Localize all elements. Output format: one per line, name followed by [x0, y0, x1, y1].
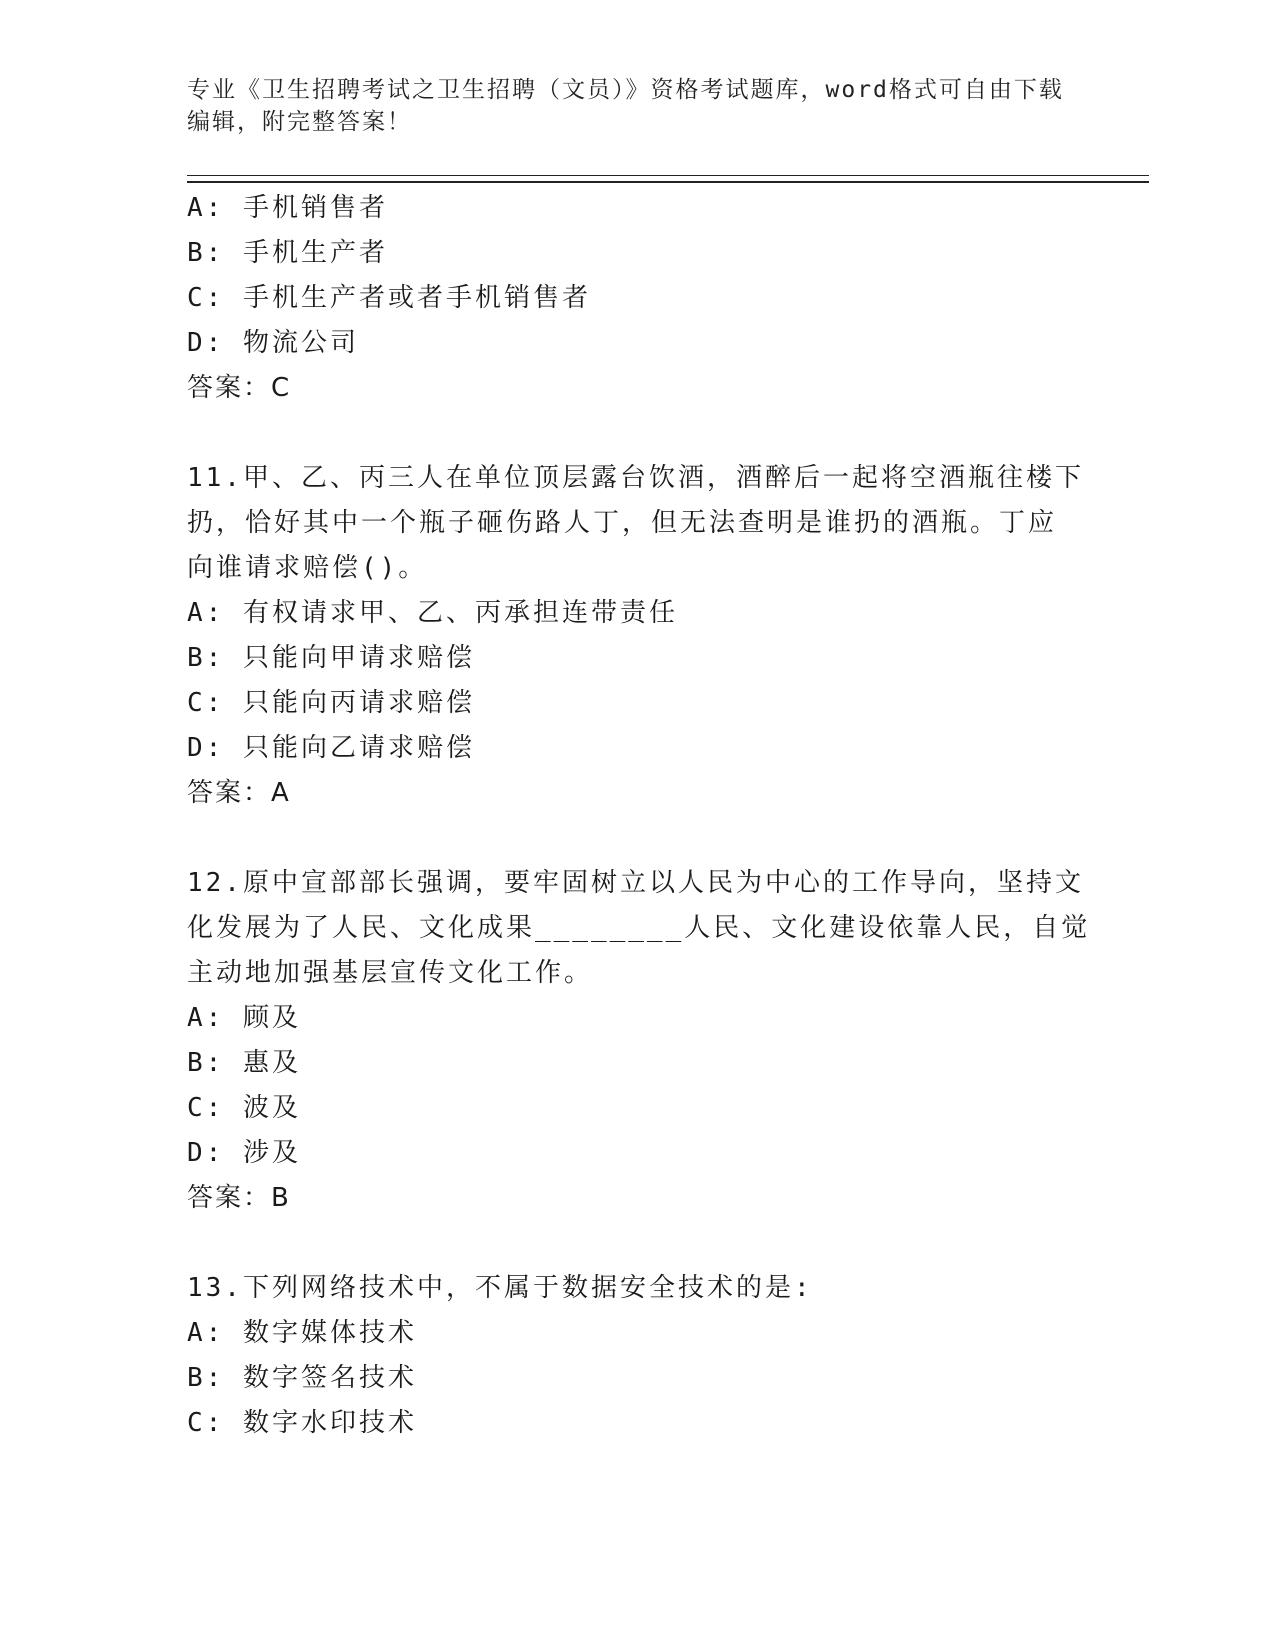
q12-stem-line-1: 12.原中宣部部长强调，要牢固树立以人民为中心的工作导向，坚持文 [187, 868, 1084, 898]
q12-option-b: B: 惠及 [187, 1048, 301, 1078]
q11-option-c: C: 只能向丙请求赔偿 [187, 688, 475, 718]
q10-option-b: B: 手机生产者 [187, 238, 388, 268]
document-header [187, 74, 1077, 138]
q12-stem-line-3: 主动地加强基层宣传文化工作。 [187, 958, 594, 988]
q11-answer: 答案：A [187, 778, 291, 808]
q12-option-d: D: 涉及 [187, 1138, 301, 1168]
q11-option-b: B: 只能向甲请求赔偿 [187, 643, 475, 673]
header-line-1: 专业《卫生招聘考试之卫生招聘（文员）》资格考试题库，word格式可自由下载 [187, 77, 1064, 103]
q12-option-a: A: 顾及 [187, 1003, 301, 1033]
header-rule-thin [187, 175, 1149, 176]
q11-stem-line-1: 11.甲、乙、丙三人在单位顶层露台饮酒，酒醉后一起将空酒瓶往楼下 [187, 463, 1084, 493]
q10-option-a: A: 手机销售者 [187, 193, 388, 223]
header-rule-thick [187, 181, 1149, 183]
q12-option-c: C: 波及 [187, 1093, 301, 1123]
q12-stem-line-2: 化发展为了人民、文化成果________人民、文化建设依靠人民，自觉 [187, 913, 1091, 943]
q11-stem-line-3: 向谁请求赔偿()。 [187, 553, 428, 583]
header-line-2: 编辑，附完整答案！ [187, 109, 412, 135]
q11-option-d: D: 只能向乙请求赔偿 [187, 733, 475, 763]
q10-option-d: D: 物流公司 [187, 328, 359, 358]
q13-option-b: B: 数字签名技术 [187, 1363, 417, 1393]
q11-stem-line-2: 扔，恰好其中一个瓶子砸伤路人丁，但无法查明是谁扔的酒瓶。丁应 [187, 508, 1058, 538]
q13-option-a: A: 数字媒体技术 [187, 1318, 417, 1348]
q11-option-a: A: 有权请求甲、乙、丙承担连带责任 [187, 598, 678, 628]
q12-answer: 答案：B [187, 1183, 291, 1213]
q10-option-c: C: 手机生产者或者手机销售者 [187, 283, 591, 313]
q13-stem-line-1: 13.下列网络技术中，不属于数据安全技术的是: [187, 1273, 813, 1303]
q10-answer: 答案：C [187, 373, 292, 403]
q13-option-c: C: 数字水印技术 [187, 1408, 417, 1438]
